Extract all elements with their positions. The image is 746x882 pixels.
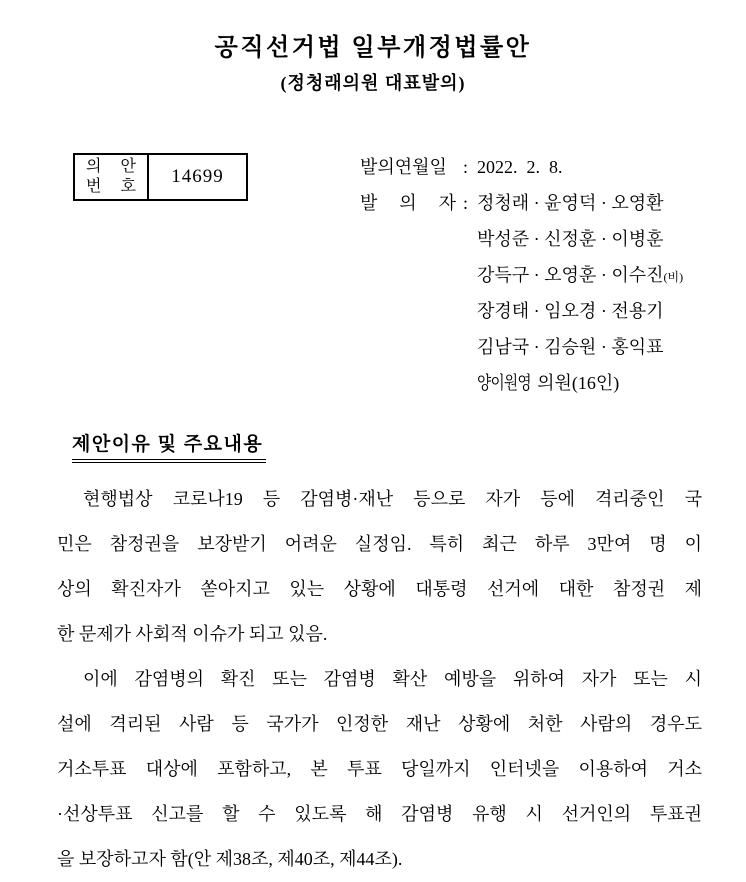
proposer-line	[360, 257, 683, 293]
paragraph-line: 이에 감염병의 확진 또는 감염병 확산 예방을 위하여 자가 또는 시	[83, 669, 702, 689]
section-heading-row	[72, 429, 746, 463]
paragraph-line: ·선상투표 신고를 할 수 있도록 해 감염병 유행 시 선거인의 투표권	[57, 804, 702, 824]
proposer-names: 강득구 · 오영훈 · 이수진	[477, 265, 664, 285]
proposal-meta	[360, 149, 683, 401]
bill-number-label-bottom: 번 호	[86, 178, 136, 195]
section-heading: 제안이유 및 주요내용	[72, 429, 266, 463]
proposer-line	[360, 293, 683, 329]
paragraph-line: 상의 확진자가 쏟아지고 있는 상황에 대통령 선거에 대한 참정권 제	[57, 579, 702, 599]
proposer-names: 장경태 · 임오경 · 전용기	[477, 301, 664, 321]
header-row	[0, 149, 746, 401]
paragraph-line: 현행법상 코로나19 등 감염병·재난 등으로 자가 등에 격리중인 국	[83, 489, 702, 509]
proposer-names: 김남국 · 김승원 · 홍익표	[477, 337, 664, 357]
paragraph-line: 설에 격리된 사람 등 국가가 인정한 재난 상황에 처한 사람의 경우도	[57, 714, 702, 734]
bill-number-box	[73, 153, 248, 201]
proposer-line	[360, 221, 683, 257]
bill-number-value: 14699	[171, 166, 224, 187]
proposer-line	[360, 329, 683, 365]
proposal-date-line	[360, 149, 683, 185]
bill-summary-text	[57, 477, 702, 882]
proposer-count-line	[360, 365, 683, 401]
proposal-date-label: 발의연월일	[360, 157, 447, 177]
proposer-line	[360, 185, 683, 221]
colon-separator: :	[463, 157, 469, 177]
member-count: 의원(16인)	[537, 373, 620, 393]
proposer-names: 양이원영	[477, 373, 531, 393]
document-title: 공직선거법 일부개정법률안	[214, 35, 532, 61]
colon-separator: :	[463, 193, 469, 213]
paragraph-line: 민은 참정권을 보장받기 어려운 실정임. 특히 최근 하루 3만여 명 이	[57, 534, 702, 554]
paragraph-line: 을 보장하고자 함(안 제38조, 제40조, 제44조).	[57, 849, 403, 869]
document-subtitle: (정청래의원 대표발의)	[280, 73, 466, 93]
bill-number-label-cell	[75, 155, 149, 199]
paragraph-line: 한 문제가 사회적 이슈가 되고 있음.	[57, 624, 328, 644]
paragraph-line: 거소투표 대상에 포함하고, 본 투표 당일까지 인터넷을 이용하여 거소	[57, 759, 702, 779]
proportional-rep-marker: (비)	[663, 270, 684, 284]
proposer-names: 박성준 · 신정훈 · 이병훈	[477, 229, 664, 249]
bill-number-label-top: 의 안	[86, 158, 136, 175]
proposer-names: 정청래 · 윤영덕 · 오영환	[477, 193, 664, 213]
proposer-label: 발 의 자	[360, 193, 456, 213]
proposal-date-value: 2022. 2. 8.	[477, 157, 563, 177]
